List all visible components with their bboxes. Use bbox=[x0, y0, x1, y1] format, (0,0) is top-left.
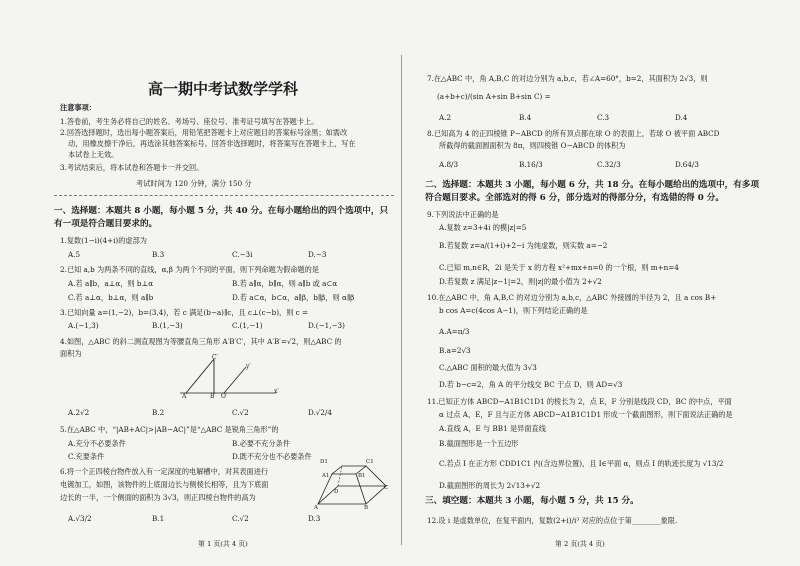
option: A.(−1,3) bbox=[68, 321, 99, 330]
note-line: 本试卷上无效。 bbox=[68, 150, 119, 159]
note-line: 1.答卷前，考生务必将自己的姓名、考场号、座位号、准考证号填写在答题卡上。 bbox=[60, 117, 319, 126]
option: B.(1,−3) bbox=[152, 321, 183, 330]
label-d1: D1 bbox=[320, 459, 328, 465]
option: D.3 bbox=[308, 514, 321, 523]
option: D.若 b−c=2，角 A 的平分线交 BC 于点 D，则 AD=√3 bbox=[439, 380, 623, 389]
option: C.−3i bbox=[232, 250, 253, 259]
question-4: 4.如图，△ABC 的斜二测直观图为等腰直角三角形 A′B′C′，其中 A′B′=√2，则△ABC 的 bbox=[60, 337, 342, 346]
question-11: 11.已知正方体 ABCD−A1B1C1D1 的棱长为 2，点 E，F 分别是线段 CD，BC 的中点，平面 bbox=[427, 397, 732, 406]
label-b-prime: B′ bbox=[210, 393, 216, 400]
option: C.√2 bbox=[232, 408, 249, 417]
question-9: 9.下列说法中正确的是 bbox=[427, 210, 499, 219]
label-a: A bbox=[314, 505, 318, 511]
question-11: α 过点 A，E，F 且与正方体 ABCD−A1B1C1D1 形成一个截面图形，则下面说法正确的是 bbox=[439, 410, 733, 419]
label-o-prime: O′ bbox=[221, 393, 228, 400]
question-4: 面积为 bbox=[60, 349, 82, 358]
label-x-prime: x′ bbox=[274, 388, 279, 395]
note-line: 动，用橡皮擦干净后，再选涂其他答案标号。回答非选择题时，将答案写在答题卡上，写在 bbox=[68, 139, 356, 148]
option: D.若复数 z 满足|z−1|=2，则|z|的最小值为 2+√2 bbox=[439, 277, 602, 286]
option: A.√3/2 bbox=[68, 514, 92, 523]
option: B.必要不充分条件 bbox=[232, 439, 290, 448]
question-3: 3.已知向量 a=(1,−2)，b=(3,4)，若 c 满足(b−a)∥c，且 c⊥(c−b)，则 c = bbox=[60, 308, 309, 317]
question-1: 1.复数(1−i)(4+i)的虚部为 bbox=[60, 236, 147, 245]
option: B.3 bbox=[152, 250, 165, 259]
page-2 bbox=[415, 0, 760, 566]
option: B.截面图形是一个五边形 bbox=[439, 439, 519, 448]
option: A.2√2 bbox=[68, 408, 90, 417]
page-1 bbox=[54, 0, 395, 566]
option: B.若 a∥α，b∥α，则 a∥b 或 a⊂α bbox=[232, 279, 338, 288]
question-8: 8.已知高为 4 的正四棱锥 P−ABCD 的所有顶点都在球 O 的表面上，若球 O 被平面 ABCD bbox=[427, 129, 720, 138]
option: D.−3 bbox=[308, 250, 327, 259]
question-12: 12.设 i 是虚数单位，在复平面内，复数(2+i)/i³ 对应的点位于第________象限. bbox=[427, 516, 678, 525]
question-10: 10.在△ABC 中，角 A,B,C 的对边分别为 a,b,c，△ABC 外接圆的半径为 2，且 a cos B+ bbox=[427, 293, 717, 302]
option: D.√2/4 bbox=[308, 408, 332, 417]
option: B.4 bbox=[519, 113, 532, 122]
page-footer: 第 1 页(共 4 页) bbox=[198, 540, 248, 548]
note-line: 3.考试结束后，将本试卷和答题卡一并交回。 bbox=[60, 163, 204, 172]
option: A.复数 z=3+4i 的模|z|=5 bbox=[439, 223, 527, 232]
option: D.4 bbox=[675, 113, 688, 122]
option: B.若复数 z=a/(1+i)+2−i 为纯虚数，则实数 a=−2 bbox=[439, 241, 608, 250]
question-10: b cos A=c(4cos A−1)，则下列结论正确的是 bbox=[439, 306, 588, 315]
option: B.16/3 bbox=[519, 160, 543, 169]
label-c-prime: C′ bbox=[212, 354, 218, 361]
option: D.(−1,−3) bbox=[308, 321, 345, 330]
option: A.5 bbox=[68, 250, 81, 259]
exam-title: 高一期中考试数学学科 bbox=[148, 80, 299, 98]
option: A.8/3 bbox=[439, 160, 459, 169]
oblique-figure bbox=[180, 355, 280, 401]
label-d: D bbox=[334, 489, 339, 495]
option: C.√2 bbox=[232, 514, 249, 523]
frustum-figure bbox=[316, 462, 388, 510]
question-6: 边长的一半，一个侧面的面积为 3√3，则正四棱台物件的高为 bbox=[60, 493, 256, 502]
question-6: 电镀加工，如图，该物件的上底面边长与侧棱长相等，且为下底面 bbox=[60, 480, 269, 489]
section-1-heading: 有一项是符合题目要求的。 bbox=[54, 219, 158, 229]
page-divider bbox=[401, 55, 402, 545]
section-1-heading: 一、选择题：本题共 8 小题，每小题 5 分，共 40 分。在每小题给出的四个选项中，只 bbox=[54, 206, 389, 216]
section-2-heading: 符合题目要求。全部选对的得 6 分，部分选对的得部分分，有选错的得 0 分。 bbox=[425, 193, 724, 203]
question-5: 5.在△ABC 中，“|AB+AC|>|AB−AC|”是“△ABC 是锐角三角形”的 bbox=[60, 425, 279, 434]
option: B.1 bbox=[152, 514, 165, 523]
option: D.既不充分也不必要条件 bbox=[232, 452, 312, 461]
option: C.3 bbox=[597, 113, 610, 122]
notes-heading: 注意事项： bbox=[60, 103, 96, 112]
label-c1: C1 bbox=[366, 459, 374, 465]
label-b: B bbox=[364, 505, 369, 511]
label-a1: A1 bbox=[322, 473, 330, 479]
option: C.32/3 bbox=[597, 160, 621, 169]
option: A.充分不必要条件 bbox=[68, 439, 126, 448]
option: B.2 bbox=[152, 408, 165, 417]
option: A.若 a∥b，a⊥α，则 b⊥α bbox=[68, 279, 154, 288]
question-8: 所截得的截面圆面积为 8π，则四棱锥 O−ABCD 的体积为 bbox=[439, 141, 626, 150]
option: C.已知 m,n∈R，2i 是关于 x 的方程 x²+mx+n=0 的一个根，则 m+n=4 bbox=[439, 263, 679, 272]
note-line: 2.回答选择题时，选出每小题答案后，用铅笔把答题卡上对应题目的答案标号涂黑；如需改 bbox=[60, 128, 348, 137]
question-7: (a+b+c)/(sin A+sin B+sin C) = bbox=[437, 92, 551, 101]
option: A.2 bbox=[439, 113, 452, 122]
option: D.若 a⊂α，b⊂α，a∥β，b∥β，则 α∥β bbox=[232, 293, 355, 302]
option: C.充要条件 bbox=[68, 452, 105, 461]
option: C.△ABC 面积的最大值为 3√3 bbox=[439, 363, 537, 372]
page-footer: 第 2 页(共 4 页) bbox=[555, 540, 605, 548]
option: C.(1,−1) bbox=[232, 321, 263, 330]
option: C.若点 I 在正方形 CDD1C1 内(含边界位置)，且 I∈平面 α，则点 I 的轨迹长度为 √13/2 bbox=[439, 459, 724, 468]
option: D.截面图形的周长为 2√13+√2 bbox=[439, 481, 541, 490]
label-a-prime: A′ bbox=[182, 393, 188, 400]
label-c: C bbox=[384, 485, 389, 491]
label-b1: B1 bbox=[358, 473, 366, 479]
question-6: 6.将一个正四棱台物件放入有一定深度的电解槽中，对其表面进行 bbox=[60, 467, 269, 476]
option: B.a=2√3 bbox=[439, 346, 471, 355]
question-7: 7.在△ABC 中，角 A,B,C 的对边分别为 a,b,c，若∠A=60°，b=2，其面积为 2√3，则 bbox=[427, 74, 708, 83]
option: A.直线 A，E 与 BB1 是异面直线 bbox=[439, 424, 546, 433]
option: A.A=π/3 bbox=[439, 327, 470, 336]
label-y-prime: y′ bbox=[246, 363, 251, 370]
exam-info: 考试时间为 120 分钟，满分 150 分 bbox=[136, 179, 252, 188]
section-3-heading: 三、填空题：本题共 3 小题，每小题 5 分，共 15 分。 bbox=[425, 496, 639, 506]
section-2-heading: 二、选择题：本题共 3 小题，每小题 6 分，共 18 分。在每小题给出的选项中，有多项 bbox=[425, 180, 760, 190]
option: C.若 a⊥α，b⊥α，则 a∥b bbox=[68, 293, 154, 302]
divider-dashed bbox=[54, 195, 394, 196]
option: D.64/3 bbox=[675, 160, 699, 169]
question-2: 2.已知 a,b 为两条不同的直线，α,β 为两个不同的平面，则下列命题为假命题的是 bbox=[60, 265, 319, 274]
